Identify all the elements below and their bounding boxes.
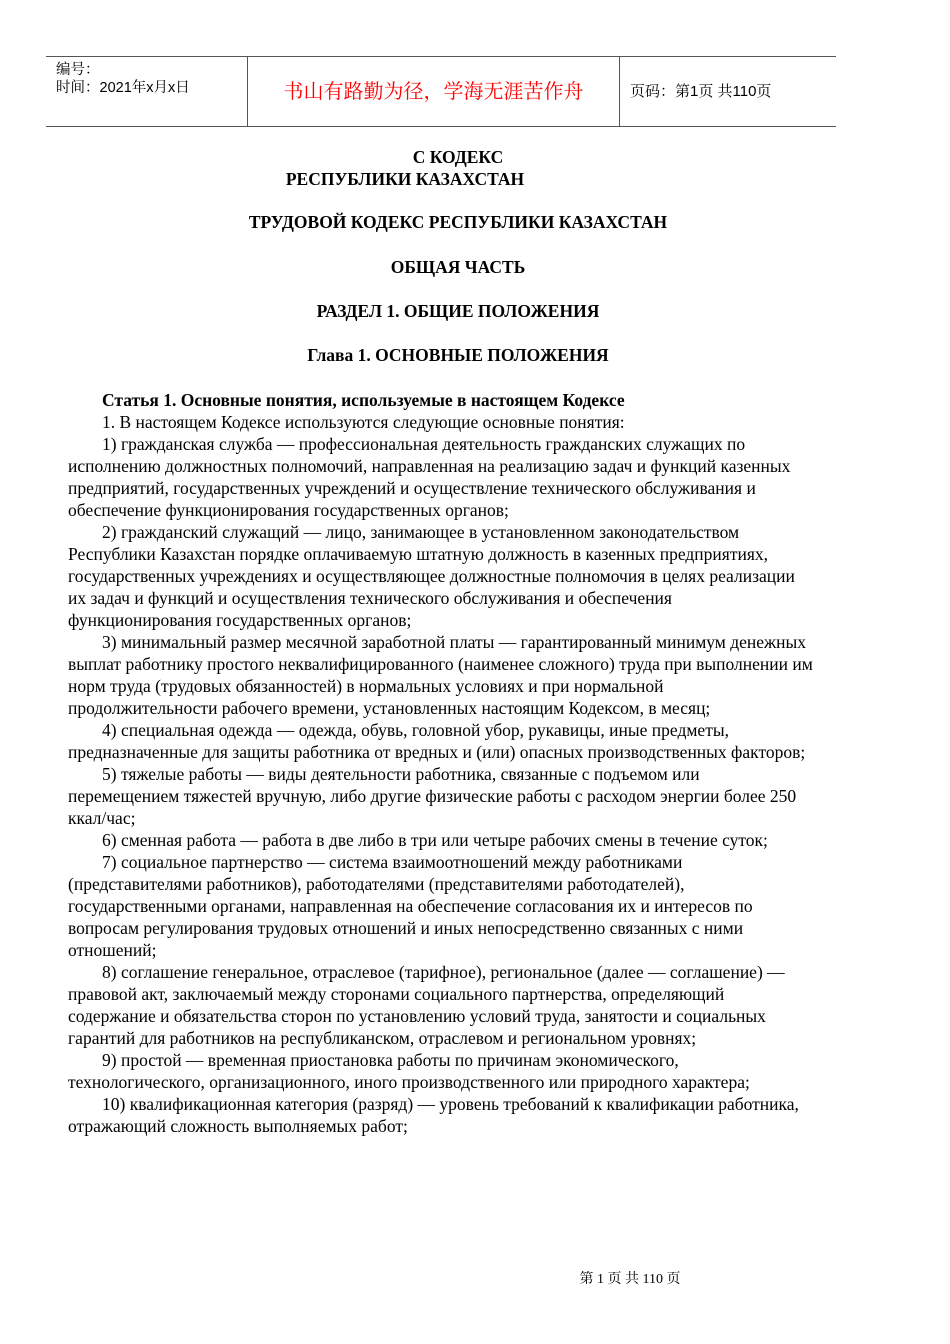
document-body <box>68 389 813 1137</box>
header-page-info: 页码：第1页 共110页 <box>630 83 772 100</box>
title-line-2: РЕСПУБЛИКИ КАЗАХСТАН <box>285 169 525 189</box>
header-meta-cell <box>46 57 248 126</box>
paragraph: 3) минимальный размер месячной заработной платы — гарантированный минимум денежных выплат работнику простого неквалифицированного (наименее сложного) труда при выполнении им норм труда (трудовых обязанностей) в нормальных условиях и при нормальной продолжительности рабочего времени, установленных настоящим Кодексом, в месяц; <box>68 632 813 718</box>
title-line-5: РАЗДЕЛ 1. ОБЩИЕ ПОЛОЖЕНИЯ <box>316 301 600 321</box>
paragraph: 4) специальная одежда — одежда, обувь, головной убор, рукавицы, иные предметы, предназначенные для защиты работника от вредных и (или) опасных производственных факторов; <box>68 720 806 762</box>
paragraph: 1. В настоящем Кодексе используются следующие основные понятия: <box>102 412 625 432</box>
page-footer: 第 1 页 共 110 页 <box>579 1272 681 1287</box>
paragraph: 1) гражданская служба — профессиональная деятельность гражданских служащих по исполнению должностных полномочий, направленная на реализацию задач и функций казенных предприятий, государственных учреждений и осуществление технического обслуживания и обеспечение функционирования государственных органов; <box>68 434 791 520</box>
paragraph: 8) соглашение генеральное, отраслевое (тарифное), региональное (далее — соглашение) — правовой акт, заключаемый между сторонами социального партнерства, определяющий содержание и обязательства сторон по установлению условий труда, занятости и социальных гарантий для работников на республиканском, отраслевом и региональном уровнях; <box>68 962 785 1048</box>
paragraph: 5) тяжелые работы — виды деятельности работника, связанные с подъемом или перемещением тяжестей вручную, либо другие физические работы с расходом энергии более 250 ккал/час; <box>68 764 797 828</box>
header-motto: 书山有路勤为径，学海无涯苦作舟 <box>248 57 620 126</box>
title-line-6: Глава 1. ОСНОВНЫЕ ПОЛОЖЕНИЯ <box>307 345 609 365</box>
paragraph: 10) квалификационная категория (разряд) — уровень требований к квалификации работника, отражающий сложность выполняемых работ; <box>68 1094 799 1136</box>
paragraph: 9) простой — временная приостановка работы по причинам экономического, технологического, организационного, иного производственного или природного характера; <box>68 1050 750 1092</box>
document-header <box>46 56 836 127</box>
title-line-3: ТРУДОВОЙ КОДЕКС РЕСПУБЛИКИ КАЗАХСТАН <box>248 212 668 232</box>
paragraph: 7) социальное партнерство — система взаимоотношений между работниками (представителями работников), работодателями (представителями работодателей), государственными органами, направленная на обеспечение согласования их и интересов по вопросам регулирования трудовых отношений и иных непосредственно связанных с ними отношений; <box>68 852 753 960</box>
time-label: 时间：2021年x月x日 <box>56 80 190 96</box>
title-line-4: ОБЩАЯ ЧАСТЬ <box>390 257 526 277</box>
paragraph: 6) сменная работа — работа в две либо в три или четыре рабочих смены в течение суток; <box>102 830 768 850</box>
title-line-1: С КОДЕКС <box>412 147 504 167</box>
article-heading: Статья 1. Основные понятия, используемые в настоящем Кодексе <box>102 390 625 410</box>
paragraph: 2) гражданский служащий — лицо, занимающее в установленном законодательством Республики Казахстан порядке оплачиваемую штатную должность в казенных предприятиях, государственных учреждениях и осуществляющее должностные полномочия в целях реализации их задач и функций и осуществления технического обслуживания и обеспечения функционирования государственных органов; <box>68 522 795 630</box>
number-label: 编号： <box>56 62 100 78</box>
